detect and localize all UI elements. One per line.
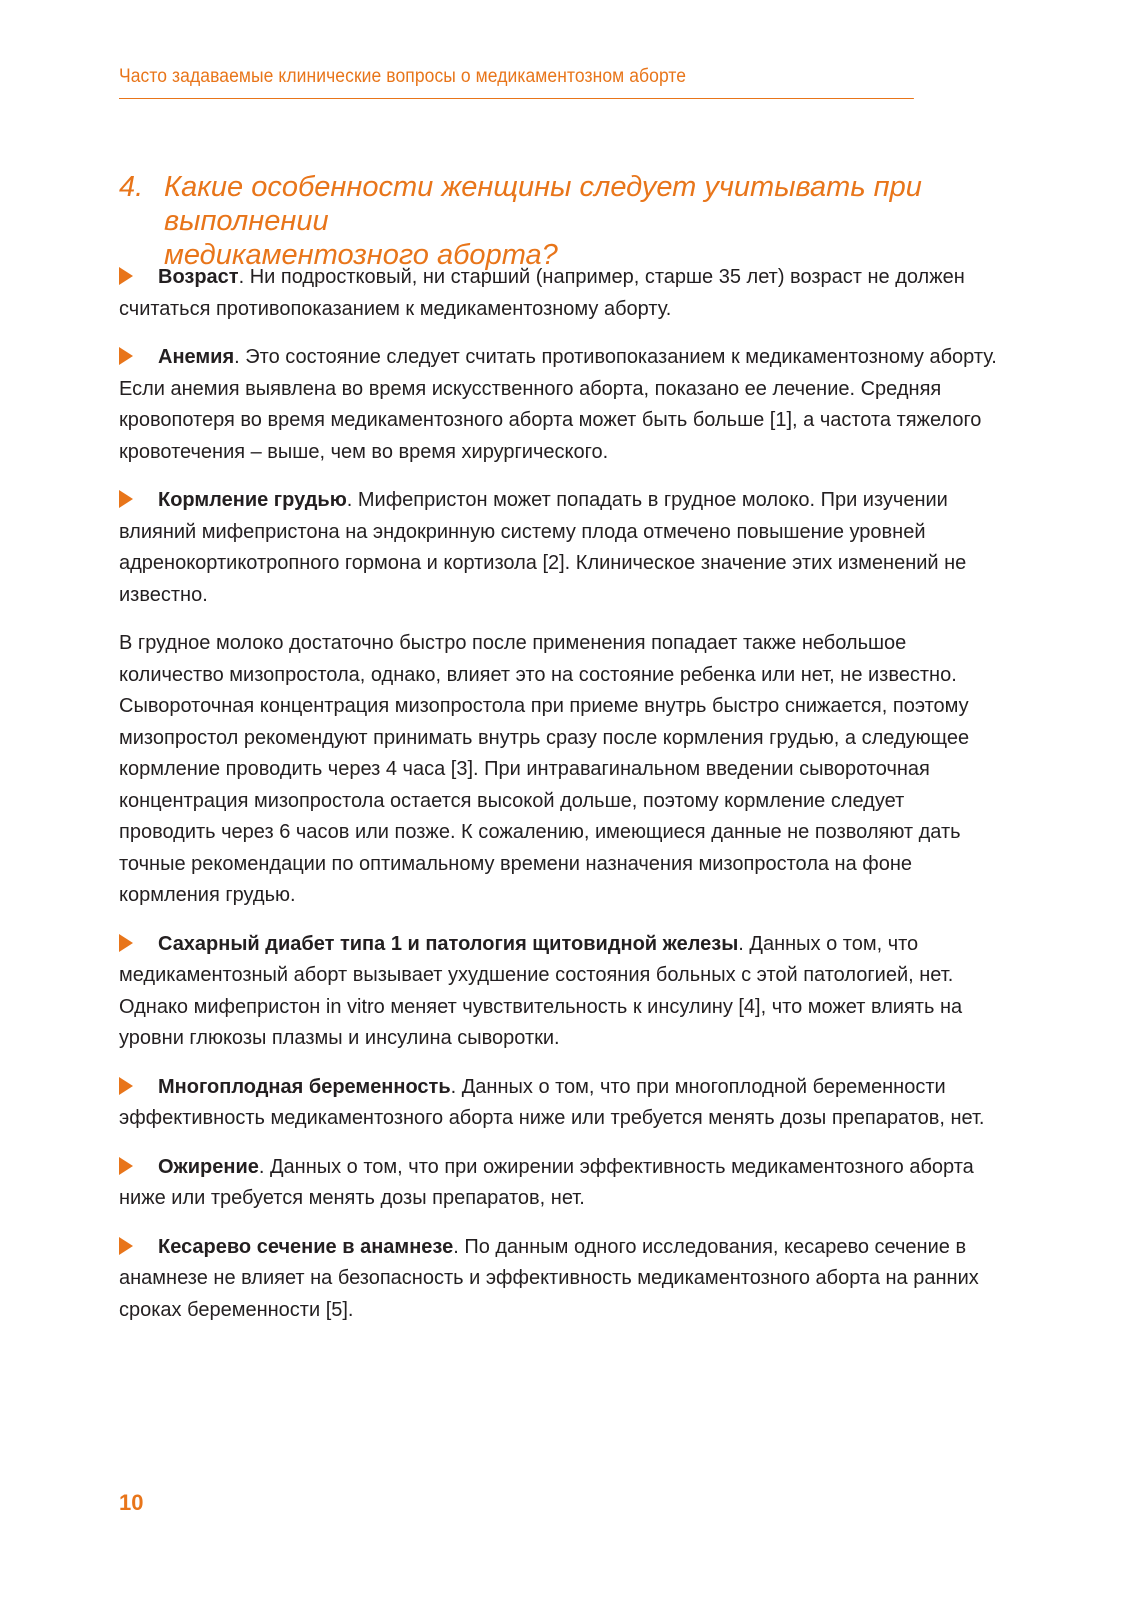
running-header: Часто задаваемые клинические вопросы о медикаментозном аборте (119, 66, 914, 99)
item-text-obesity: . Данных о том, что при ожирении эффективность медикаментозного аборта ниже или требуется менять дозы препаратов, нет. (119, 1155, 974, 1209)
term-obesity: Ожирение (158, 1155, 259, 1178)
list-item-diabetes-thyroid (119, 929, 999, 1055)
term-diabetes-thyroid: Сахарный диабет типа 1 и патология щитовидной железы (158, 932, 739, 955)
triangle-bullet-icon (119, 490, 133, 508)
body-content (119, 262, 999, 1343)
triangle-bullet-icon (119, 1077, 133, 1095)
list-item-multiple-pregnancy (119, 1072, 999, 1135)
list-item-age (119, 262, 999, 325)
term-cesarean: Кесарево сечение в анамнезе (158, 1235, 454, 1258)
item-text-diabetes-thyroid: . Данных о том, что медикаментозный аборт вызывает ухудшение состояния больных с этой патологией, нет. Однако мифепристон in vitro меняет чувствительность к инсулину [4], что может влиять на уровни глюкозы плазмы и инсулина сыворотки. (119, 932, 963, 1049)
section-number: 4. (119, 171, 144, 203)
triangle-bullet-icon (119, 1237, 133, 1255)
item-text-anemia: . Это состояние следует считать противопоказанием к медикаментозному аборту. Если анемия выявлена во время искусственного аборта, показано ее лечение. Средняя кровопотеря во время медикаментозного аборта может быть больше [1], а частота тяжелого кровотечения – выше, чем во время хирургического. (119, 346, 997, 463)
paragraph-misoprostol-milk: В грудное молоко достаточно быстро после применения попадает также небольшое количество мизопростола, однако, влияет это на состояние ребенка или нет, не известно. Сывороточная концентрация мизопростола при приеме внутрь быстро снижается, поэтому мизопростол рекомендуют принимать внутрь сразу после кормления грудью, а следующее кормление проводить через 4 часа [3]. При интравагинальном введении сывороточная концентрация мизопростола остается высокой дольше, поэтому кормление следует проводить через 6 часов или позже. К сожалению, имеющиеся данные не позволяют дать точные рекомендации по оптимальному времени назначения мизопростола на фоне кормления грудью. (119, 632, 970, 906)
list-item-cesarean (119, 1232, 999, 1327)
section-title-line-2: медикаментозного аборта? (164, 239, 558, 271)
triangle-bullet-icon (119, 934, 133, 952)
term-age: Возраст (158, 266, 239, 288)
list-item-obesity (119, 1152, 999, 1215)
list-item-breastfeeding (119, 485, 999, 611)
item-text-cesarean: . По данным одного исследования, кесарево сечение в анамнезе не влияет на безопасность и эффективность медикаментозного аборта на ранних сроках беременности [5]. (119, 1235, 979, 1321)
term-multiple-pregnancy: Многоплодная беременность (158, 1075, 451, 1098)
term-breastfeeding: Кормление грудью (158, 489, 347, 511)
page-number: 10 (119, 1490, 144, 1515)
section-title-line-1: Какие особенности женщины следует учитывать при выполнении (164, 171, 922, 237)
section-heading (119, 170, 989, 272)
item-text-multiple-pregnancy: . Данных о том, что при многоплодной беременности эффективность медикаментозного аборта ниже или требуется менять дозы препаратов, нет. (119, 1075, 985, 1129)
triangle-bullet-icon (119, 267, 133, 285)
triangle-bullet-icon (119, 1157, 133, 1175)
item-text-breastfeeding: . Мифепристон может попадать в грудное молоко. При изучении влияний мифепристона на эндокринную систему плода отмечено повышение уровней адренокортикотропного гормона и кортизола [2]. Клиническое значение этих изменений не известно. (119, 489, 967, 606)
list-item-anemia (119, 342, 999, 468)
triangle-bullet-icon (119, 347, 133, 365)
item-text-age: . Ни подростковый, ни старший (например, старше 35 лет) возраст не должен считаться противопоказанием к медикаментозному аборту. (119, 266, 965, 320)
term-anemia: Анемия (158, 346, 235, 368)
